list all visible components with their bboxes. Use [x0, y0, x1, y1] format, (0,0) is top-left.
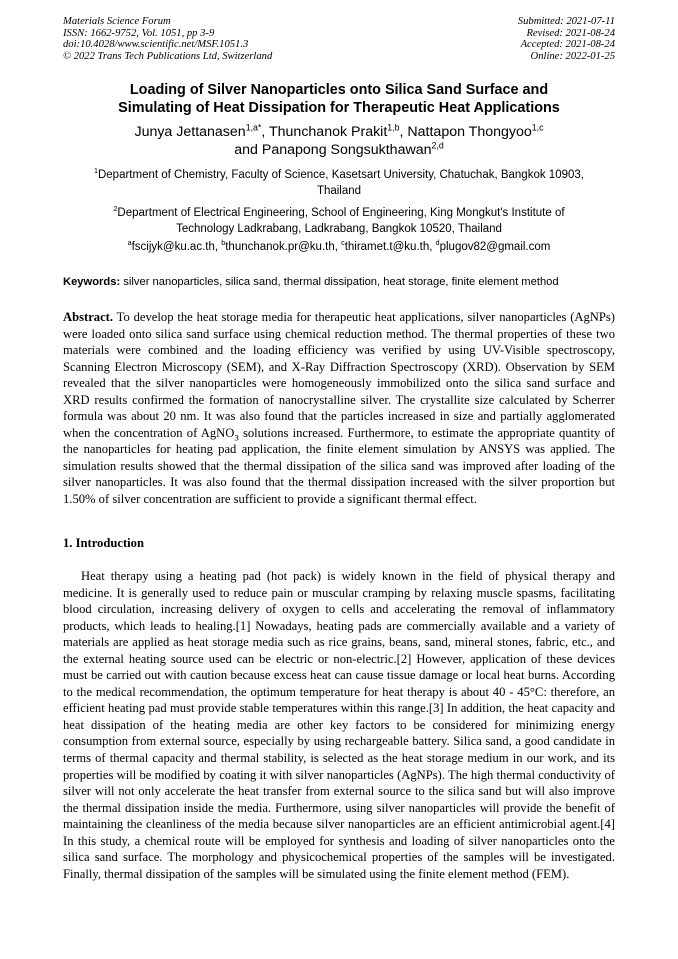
affiliation-sup: 2 [113, 205, 118, 214]
affiliation-sup: 1 [94, 167, 98, 176]
author-sup: 1,c [531, 122, 544, 133]
revised-date: Revised: 2021-08-24 [526, 27, 615, 39]
email-sup: b [221, 239, 226, 248]
keywords [63, 275, 615, 289]
affiliation-line [63, 167, 615, 183]
doi-line: doi:10.4028/www.scientific.net/MSF.1051.3 [63, 39, 249, 51]
email-line: $^a$fscijyk@ku.ac.th, $^b$thunchanok.pr@ku.th, $^c$thiramet.t@ku.th, $^d$plugov82@gmail.com [127, 239, 551, 253]
author-and: and [234, 142, 262, 158]
abstract-text-2: solutions increased. Furthermore, to estimate the appropriate quantity of the nanoparticles for heating pad application, the finite element simulation by ANSYS was applied. The simulation results showed that the thermal dissipation of the silica sand was improved after loading of the silver nanoparticles. It was also found that the thermal dissipation increased with the silver proportion but 1.50% of silver concentration are sufficient to provide a significant thermal effect. [63, 425, 615, 507]
affiliation-text: Department of Electrical Engineering, School of Engineering, King Mongkut's Institute of [117, 207, 565, 219]
abstract-text-1: To develop the heat storage media for therapeutic heat applications, silver nanoparticles (AgNPs) were loaded onto silica sand surface using chemical reduction method. The thermal properties of these two materials were combined and the loading efficiency was verified by using UV-Visible spectroscopy, Scanning Electron Microscopy (SEM), and X-Ray Diffraction Spectroscopy (XRD). Observation by SEM revealed that the silver nanoparticles were homogeneously immobilized onto the silica sand surface and XRD results confirmed the formation of nanocrystalline silver. The crystallite size calculated by Scherrer formula was about 20 nm. It was also found that the particles increased in size and partially agglomerated when the concentration of AgNO [63, 310, 615, 440]
paper-title [63, 81, 615, 117]
abstract-subscript: 3 [234, 432, 239, 443]
keywords-label: Keywords: [63, 276, 121, 288]
author-separator: , [261, 124, 269, 140]
email-address[interactable]: fscijyk@ku.ac.th [131, 241, 215, 253]
email-sup: c [341, 239, 345, 248]
email-address[interactable]: plugov82@gmail.com [439, 241, 551, 253]
affiliation-line [63, 205, 615, 221]
author-sup: 1,b [387, 122, 400, 133]
author-line-2 [63, 141, 615, 159]
author-separator: , [399, 124, 408, 140]
author-emails [63, 239, 615, 255]
author-list [63, 123, 615, 159]
author-name: Nattapon Thongyoo [407, 124, 532, 140]
online-date: Online: 2022-01-25 [530, 50, 615, 62]
affiliation-line: Technology Ladkrabang, Ladkrabang, Bangkok 10520, Thailand [176, 223, 502, 235]
author-sup: 1,a* [245, 122, 262, 133]
journal-header-right [518, 16, 615, 62]
author-name: Junya Jettanasen [134, 124, 246, 140]
journal-name: Materials Science Forum [63, 16, 171, 27]
journal-header-left [63, 16, 272, 62]
submitted-date: Submitted: 2021-07-11 [517, 16, 615, 27]
email-sup: a [127, 239, 132, 248]
affiliation-1 [63, 167, 615, 199]
author-sup: 2,d [431, 140, 444, 151]
email-sup: d [435, 239, 440, 248]
issn-line: ISSN: 1662-9752, Vol. 1051, pp 3-9 [63, 27, 215, 39]
keywords-text: silver nanoparticles, silica sand, thermal dissipation, heat storage, finite element method [120, 276, 559, 288]
introduction-paragraph: Heat therapy using a heating pad (hot pack) is widely known in the field of physical therapy and medicine. It is generally used to reduce pain or muscular cramping by relaxing muscle spasms, facilitating blood circulation, increasing delivery of oxygen to cells and accelerating the removal of inflammatory products, which leads to healing.[1] Nowadays, heating pads are commercially available and a variety of materials are applied as heat storage media such as rice grains, beans, sand, mineral stones, fabric, etc., and the external heating source used can be electric or non-electric.[2] However, application of these devices must be carried out with caution because excess heat can cause tissue damage or local heat burns. According to the medical recommendation, the optimum temperature for heat therapy is about 40 - 45°C: therefore, an efficient heating pad must provide stable temperatures within this range.[3] In addition, the heat capacity and heat dissipation of the heating media are other key factors to be considered for minimizing energy consumption from external source, especially by using rechargeable battery. Silica sand, a good candidate in terms of thermal capacity and thermal stability, is selected as the heat storage medium in our work, and its properties will be modified by coating it with silver nanoparticles (AgNPs). The high thermal conductivity of silver will not only accelerate the heat transfer from external source to the silica sand but will also improve the thermal dissipation inside the media. Furthermore, using silver nanoparticles will provide the benefit of maintaining the cleanliness of the media because silver nanoparticles are an efficient antimicrobial agent.[4] In this study, a chemical route will be employed for synthesis and loading of silver nanoparticles onto the silica sand surface. The morphology and physicochemical properties of the samples will be investigated. Finally, thermal dissipation of the samples will be simulated using the finite element method (FEM). [63, 569, 615, 881]
affiliation-2 [63, 205, 615, 237]
email-address[interactable]: thunchanok.pr@ku.th [225, 241, 335, 253]
title-line-2: Simulating of Heat Dissipation for Therapeutic Heat Applications [118, 100, 560, 116]
accepted-date: Accepted: 2021-08-24 [520, 39, 615, 51]
copyright-line: © 2022 Trans Tech Publications Ltd, Switzerland [63, 50, 273, 62]
author-line-1 [63, 123, 615, 141]
title-line-1: Loading of Silver Nanoparticles onto Silica Sand Surface and [129, 82, 549, 98]
affiliation-line: Thailand [316, 185, 362, 197]
section-heading: 1. Introduction [63, 536, 144, 550]
abstract-label: Abstract. [63, 310, 114, 324]
email-address[interactable]: thiramet.t@ku.th [344, 241, 430, 253]
abstract [63, 309, 615, 508]
author-name: Panapong Songsukthawan [261, 142, 432, 158]
affiliation-text: Department of Chemistry, Faculty of Science, Kasetsart University, Chatuchak, Bangkok 10903, [97, 169, 584, 181]
author-name: Thunchanok Prakit [268, 124, 388, 140]
